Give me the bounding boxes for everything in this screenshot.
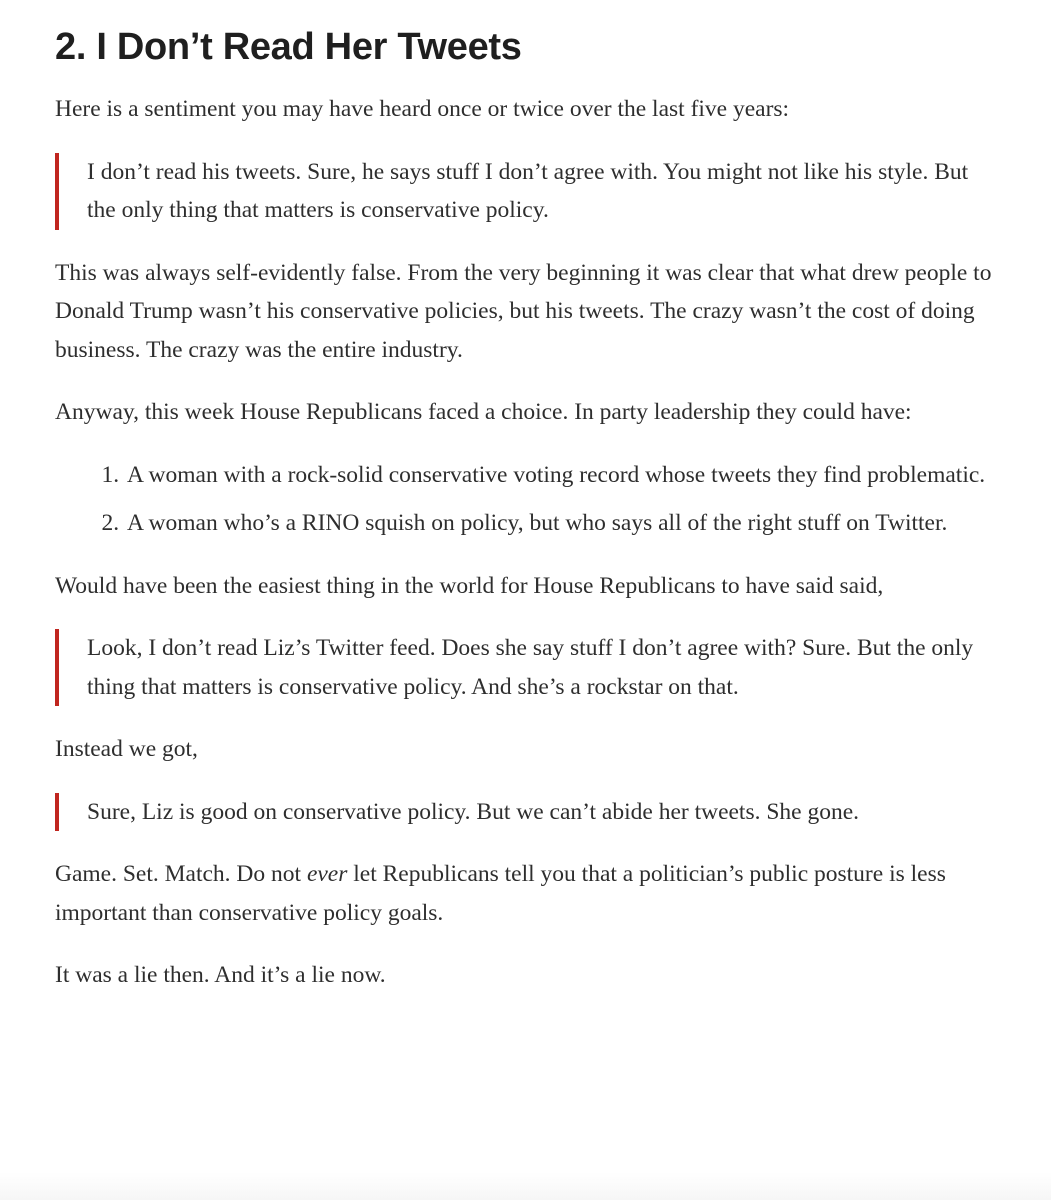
article-body: [55, 22, 995, 1019]
emphasis-ever: ever: [306, 861, 348, 887]
blockquote-1: [55, 153, 995, 230]
list-item: 2. A woman who’s a RINO squish on policy, but who says all of the right stuff on Twitter.: [125, 504, 995, 543]
blockquote-1-text: I don’t read his tweets. Sure, he says stuff I don’t agree with. You might not like his style. But the only thing that matters is conservative policy.: [87, 158, 969, 223]
choices-list: [55, 456, 995, 543]
intro-paragraph: Here is a sentiment you may have heard once or twice over the last five years:: [55, 96, 790, 122]
section-heading: 2. I Don’t Read Her Tweets: [55, 26, 522, 68]
blockquote-2: [55, 629, 995, 706]
blockquote-3-text: Sure, Liz is good on conservative policy. But we can’t abide her tweets. She gone.: [87, 798, 860, 825]
paragraph-choice: Anyway, this week House Republicans faced a choice. In party leadership they could have:: [55, 399, 912, 425]
paragraph-closing: It was a lie then. And it’s a lie now.: [55, 962, 386, 988]
game-set-match-text-end: let Republicans tell you that a politician’s public posture is less important than conservative policy goals.: [55, 861, 946, 926]
blockquote-3: [55, 793, 995, 832]
paragraph-easiest-thing: Would have been the easiest thing in the world for House Republicans to have said said,: [55, 572, 884, 599]
list-item: 1. A woman with a rock-solid conservative voting record whose tweets they find problematic.: [125, 456, 995, 495]
paragraph-trump-tweets: This was always self-evidently false. From the very beginning it was clear that what drew people to Donald Trump wasn’t his conservative policies, but his tweets. The crazy wasn’t the cost of doing business. The crazy was the entire industry.: [55, 259, 992, 363]
paragraph-game-set-match: [55, 855, 995, 932]
bottom-fade: [0, 1172, 1051, 1200]
blockquote-2-text: Look, I don’t read Liz’s Twitter feed. Does she say stuff I don’t agree with? Sure. But the only thing that matters is conservative policy. And she’s a rockstar on that.: [87, 635, 974, 700]
game-set-match-text-start: Game. Set. Match. Do not: [55, 861, 307, 887]
paragraph-instead: Instead we got,: [55, 736, 198, 762]
